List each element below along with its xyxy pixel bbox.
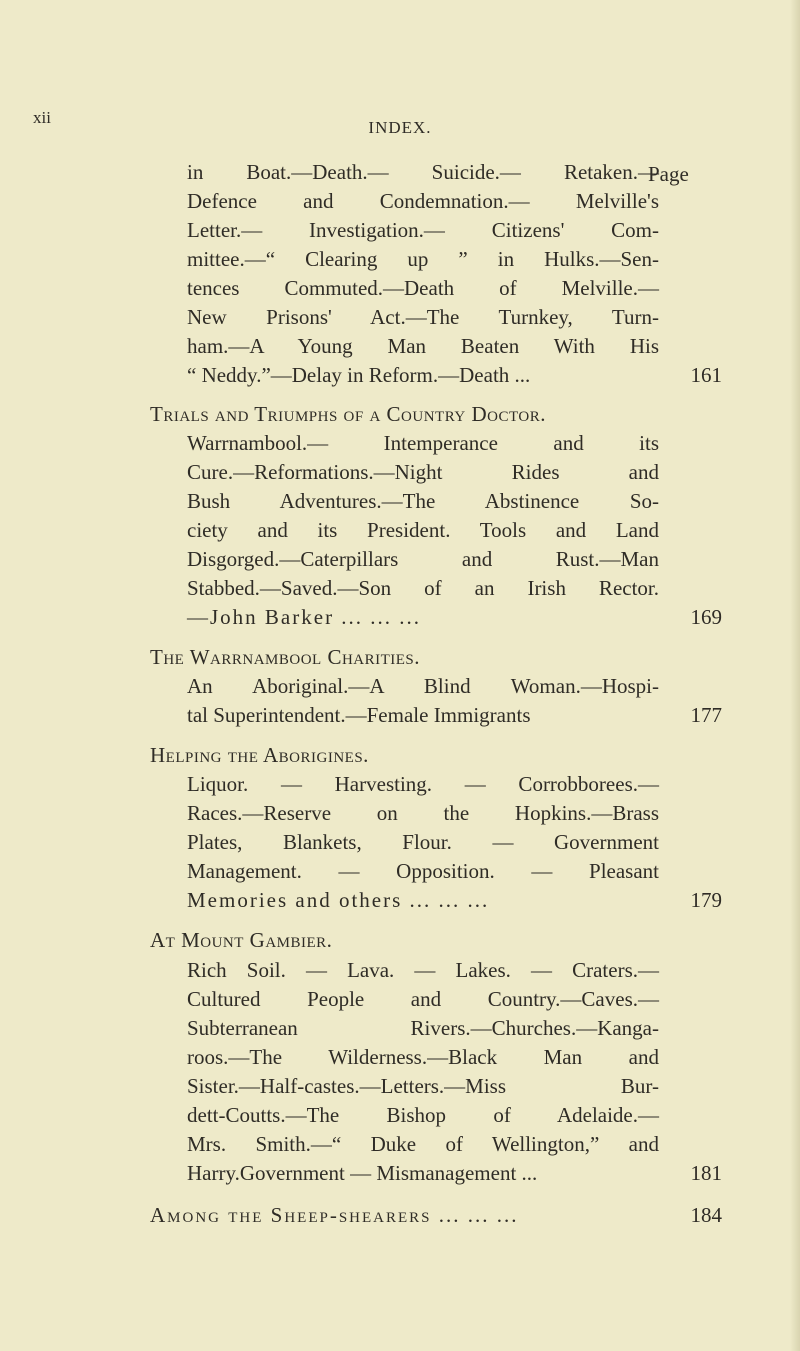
entry-line: Sister.—Half-castes.—Letters.—Miss Bur- [187,1074,659,1098]
entry-heading: Helping the Aborigines. [150,743,369,767]
entry-page: 184 [690,1203,722,1227]
entry-line: Races.—Reserve on the Hopkins.—Brass [187,801,659,825]
page-column-label: Page [648,162,689,186]
entry-line: “ Neddy.”—Delay in Reform.—Death ... [187,363,531,387]
entry-heading: Among the Sheep-shearers ... ... ... [150,1203,519,1227]
entry-heading: Trials and Triumphs of a Country Doctor. [150,402,546,426]
entry-page: 169 [690,605,722,629]
entry-line: Management. — Opposition. — Pleasant [187,859,659,883]
entry-line: Defence and Condemnation.— Melville's [187,189,659,213]
entry-line: Memories and others ... ... ... [187,888,490,912]
entry-page: 161 [690,363,722,387]
entry-line: Letter.— Investigation.— Citizens' Com- [187,218,659,242]
entry-line: Disgorged.—Caterpillars and Rust.—Man [187,547,659,571]
entry-heading: At Mount Gambier. [150,928,333,952]
page-edge-shadow [790,0,800,1351]
entry-line: mittee.—“ Clearing up ” in Hulks.—Sen- [187,247,659,271]
entry-line: An Aboriginal.—A Blind Woman.—Hospi- [187,674,659,698]
entry-line: Rich Soil. — Lava. — Lakes. — Craters.— [187,958,659,982]
entry-line: Cure.—Reformations.—Night Rides and [187,460,659,484]
entry-line: ham.—A Young Man Beaten With His [187,334,659,358]
page-number: xii [33,108,51,127]
entry-line: tences Commuted.—Death of Melville.— [187,276,659,300]
entry-line: Harry.Government — Mismanagement ... [187,1161,538,1185]
entry-line: Plates, Blankets, Flour. — Government [187,830,659,854]
entry-line: in Boat.—Death.— Suicide.— Retaken.— [187,160,659,184]
entry-line: Liquor. — Harvesting. — Corrobborees.— [187,772,659,796]
entry-line: —John Barker ... ... ... [187,605,422,629]
entry-line: Bush Adventures.—The Abstinence So- [187,489,659,513]
entry-page: 177 [690,703,722,727]
entry-line: roos.—The Wilderness.—Black Man and [187,1045,659,1069]
entry-page: 181 [690,1161,722,1185]
entry-line: ciety and its President. Tools and Land [187,518,659,542]
entry-heading: The Warrnambool Charities. [150,645,421,669]
entry-line: New Prisons' Act.—The Turnkey, Turn- [187,305,659,329]
entry-line: tal Superintendent.—Female Immigrants [187,703,531,727]
running-head: INDEX. [368,118,432,137]
entry-line: Subterranean Rivers.—Churches.—Kanga- [187,1016,659,1040]
entry-line: Stabbed.—Saved.—Son of an Irish Rector. [187,576,659,600]
entry-line: Cultured People and Country.—Caves.— [187,987,659,1011]
entry-line: dett-Coutts.—The Bishop of Adelaide.— [187,1103,659,1127]
entry-line: Mrs. Smith.—“ Duke of Wellington,” and [187,1132,659,1156]
entry-line: Warrnambool.— Intemperance and its [187,431,659,455]
entry-page: 179 [690,888,722,912]
